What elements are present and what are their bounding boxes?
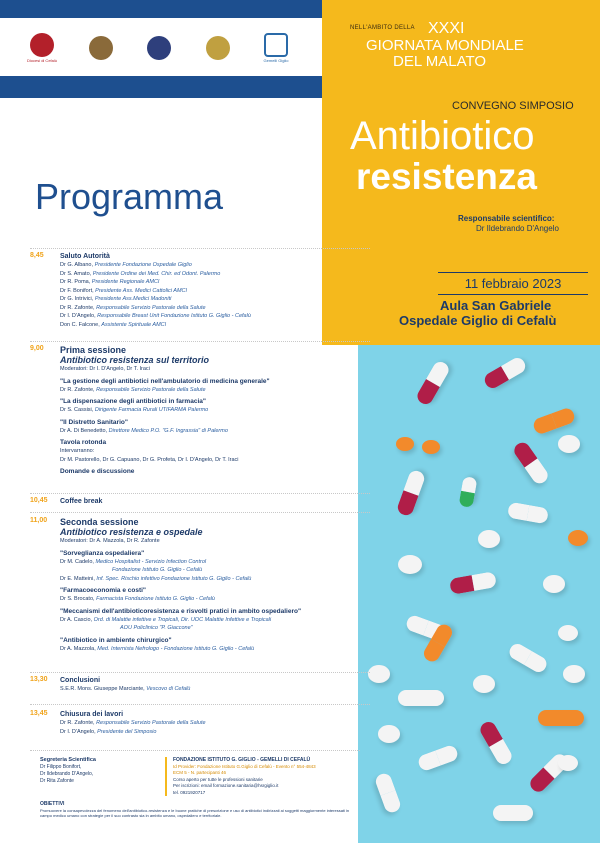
talk-speaker: [60, 616, 370, 625]
speaker-line: [60, 295, 370, 304]
speaker-name: Dr S. Cassisi,: [60, 407, 94, 413]
tablet-shape: [558, 625, 578, 641]
speaker-line: [60, 719, 370, 728]
pills-image: [358, 345, 600, 843]
moderators: Moderatori: Dr I. D'Angelo, Dr T. Iraci: [60, 366, 150, 372]
speaker-role: AOU Policlinico "P. Giaccone": [120, 625, 193, 631]
tablet-shape: [558, 435, 580, 453]
speaker-name: Dr G. Intrivici,: [60, 296, 94, 302]
tablet-shape: [563, 665, 585, 683]
event-date: 11 febbraio 2023: [438, 272, 588, 295]
diocesi-cefalu-logo: [24, 28, 60, 68]
speaker-role: Responsabile Servizio Pastorale della Salute: [96, 386, 206, 393]
speaker-role: Med. Internista Nefrologo - Fondazione Istituto G. Giglio - Cefalù: [97, 645, 255, 652]
speaker-role: Presidente Ass. Medici Cattolici AMCI: [95, 287, 188, 294]
speaker-role: Presidente Fondazione Ospedale Giglio: [94, 262, 192, 268]
time-label: 13,45: [30, 710, 48, 717]
speaker-line: [60, 321, 370, 330]
speaker-name: Dr E. Matteini,: [60, 575, 95, 582]
capsule-shape: [478, 719, 515, 767]
segreteria-name: Dr Rita Zafonte: [40, 778, 74, 784]
capsule-shape: [398, 690, 444, 706]
tablet-shape: [478, 530, 500, 548]
talk-title: "Il Distretto Sanitario": [60, 418, 128, 426]
gemelli-giglio-logo: [258, 28, 294, 68]
session-title: Conclusioni: [60, 677, 101, 684]
speaker-name: Dr R. Zafonte,: [60, 720, 95, 726]
speaker-line: [60, 270, 370, 279]
speaker-role: Medico Hospitalist - Servizio Infection Control: [95, 558, 207, 565]
tablet-shape: [543, 575, 565, 593]
round-people: Dr M. Pastorello, Dr G. Capuano, Dr G. Profeta, Dr I. D'Angelo, Dr T. Iraci: [60, 456, 239, 463]
capsule-shape: [532, 406, 577, 435]
speaker-name: Dr R. Poma,: [60, 279, 91, 285]
speaker-name: Don C. Falcone,: [60, 321, 100, 328]
speaker-name: Dr A. Mazzola,: [60, 645, 96, 652]
session-title: Seconda sessione: [60, 517, 139, 527]
convegno-label: CONVEGNO SIMPOSIO: [452, 100, 574, 112]
tablet-shape: [473, 675, 495, 693]
speaker-line: [60, 278, 370, 287]
session-title: Coffee break: [60, 498, 103, 505]
logo-emblem: [30, 33, 54, 57]
divider: [30, 704, 370, 705]
tablet-shape: [396, 437, 414, 451]
capsule-shape: [482, 355, 528, 391]
time-label: 13,30: [30, 676, 48, 683]
speaker-name: Dr I. D'Angelo,: [60, 313, 96, 319]
session-title: Prima sessione: [60, 345, 127, 355]
logo-caption: Gemelli Giglio: [263, 58, 289, 63]
capsule-shape: [416, 744, 459, 773]
segreteria-block: [40, 757, 96, 785]
logo-row: [24, 24, 294, 72]
speaker-name: Dr R. Zafonte,: [60, 386, 95, 393]
capsule-shape: [507, 641, 550, 675]
moderators: Moderatori: Dr A. Mazzola, Dr R. Zafonte: [60, 538, 160, 544]
saint-statue-logo: [83, 28, 119, 68]
speaker-role: Vescovo di Cefalù: [146, 686, 191, 692]
talk-title: "Sorveglianza ospedaliera": [60, 549, 145, 557]
capsule-shape: [511, 440, 550, 487]
tablet-shape: [568, 530, 588, 546]
speaker-name: Dr S. Amato,: [60, 270, 92, 277]
speaker-role: Presidente del Simposio: [97, 728, 157, 735]
venue-hospital: Ospedale Giglio di Cefalù: [399, 313, 557, 328]
talk-speaker-affiliation: [60, 566, 370, 575]
speaker-line: [60, 304, 370, 313]
speaker-name: Dr R. Zafonte,: [60, 304, 95, 311]
fondazione-block: [165, 757, 355, 796]
phone-line: tel. 0921920717: [173, 789, 206, 795]
speaker-line: [60, 312, 370, 321]
ambito-label: NELL'AMBITO DELLA: [350, 25, 415, 31]
capsule-shape: [493, 805, 533, 821]
tablet-shape: [398, 555, 422, 574]
main-title-line1: Antibiotico: [350, 114, 535, 158]
capsule-shape: [538, 710, 584, 726]
capsule-shape: [415, 359, 452, 407]
tablet-shape: [368, 665, 390, 683]
capsule-shape: [396, 469, 427, 518]
talk-title: "La gestione degli antibiotici nell'ambulatorio di medicina generale": [60, 377, 270, 385]
talk-title: "Farmacoeconomia e costi": [60, 587, 146, 594]
fondazione-seal-logo: [200, 28, 236, 68]
edition-number: XXXI: [428, 20, 465, 37]
speaker-role: Farmacista Fondazione Istituto G. Giglio - Cefalù: [96, 596, 215, 602]
resp-label: Responsabile scientifico:: [458, 214, 555, 223]
segreteria-title: Segreteria Scientifica: [40, 757, 96, 763]
time-label: 10,45: [30, 497, 48, 504]
divider: [30, 672, 370, 673]
capsule-shape: [374, 771, 403, 814]
speaker-role: Ord. di Malattie infettive e Tropicali, Dir. UOC Malattie Infettive e Tropicali: [93, 616, 272, 623]
speaker-role: Direttore Medico P.O. "G.F. Ingrassia" di Palermo: [108, 427, 228, 434]
logo-emblem: [89, 36, 113, 60]
logo-emblem: [206, 36, 230, 60]
capsule-shape: [459, 476, 478, 508]
giornata-line2: DEL MALATO: [393, 52, 487, 70]
capsule-shape: [507, 502, 549, 525]
programma-title: Programma: [35, 176, 224, 217]
tablet-shape: [378, 725, 400, 743]
session-title: Chiusura dei lavori: [60, 711, 124, 718]
ecm-line: ECM 5 - N. partecipanti 46: [173, 770, 227, 775]
logo-emblem: [147, 36, 171, 60]
time-label: 11,00: [30, 517, 48, 524]
speaker-role: Presidente Regionale AMCI: [91, 279, 160, 285]
speaker-name: Dr M. Cadelo,: [60, 558, 94, 565]
speaker-name: S.E.R. Mons. Giuseppe Marciante,: [60, 686, 145, 692]
segreteria-name: Dr Filippo Bonifort,: [40, 764, 82, 770]
speaker-role: Presidente Ass.Medici Madoniti: [94, 296, 172, 302]
email-line[interactable]: Per iscrizioni: email formazione.sanitaria@hsrgiglio.it: [173, 783, 279, 788]
speaker-line: [60, 685, 370, 694]
segreteria-name: Dr Ildebrando D'Angelo,: [40, 771, 94, 777]
resp-name: Dr Ildebrando D'Angelo: [476, 224, 559, 233]
speaker-role: Presidente Ordine dei Med. Chir. ed Odont. Palermo: [92, 270, 221, 277]
obiettivi-text: Promuovere la consapevolezza del fenomeno dell'antibiotico-resistenza e le buone pratiche di prescrizione e uso di antibiotici indirizzati ai soggetti maggiormente interessati in campo medico umano con strategie per il suo contrasto sia in ambito umano, ospedaliero e territoriale.: [40, 807, 350, 818]
speaker-name: Dr I. D'Angelo,: [60, 728, 96, 735]
speaker-name: Dr A. Cascio,: [60, 616, 93, 623]
speaker-line: [60, 287, 370, 296]
fondazione-title: FONDAZIONE ISTITUTO G. GIGLIO - GEMELLI DI CEFALÙ: [173, 757, 311, 763]
speaker-role: Responsabile Breast Unit Fondazione Istituto G. Giglio - Cefalù: [97, 313, 251, 319]
obiettivi-title: OBIETTIVI: [40, 801, 65, 807]
round-label: Intervarranno:: [60, 448, 95, 454]
talk-speaker: [60, 645, 370, 654]
talk-speaker: [60, 406, 370, 415]
talk-title: "La dispensazione degli antibiotici in farmacia": [60, 398, 206, 405]
speaker-role: Responsabile Servizio Pastorale della Salute: [96, 304, 206, 311]
speaker-role: Inf. Spec. Rischio infettivo Fondazione Istituto G. Giglio - Cefalù: [96, 575, 252, 582]
amci-seal-logo: [141, 28, 177, 68]
talk-speaker: [60, 595, 370, 604]
main-title-line2: resistenza: [356, 156, 537, 197]
course-line: Corso aperto per tutte le professioni sanitarie: [173, 776, 263, 782]
session-subtitle: Antibiotico resistenza sul territorio: [60, 355, 210, 365]
venue-room: Aula San Gabriele: [440, 298, 552, 313]
obiettivi-block: [40, 802, 360, 819]
speaker-name: Dr G. Albano,: [60, 262, 94, 268]
speaker-line: [60, 261, 370, 270]
divider: [30, 493, 370, 494]
talk-speaker: [60, 575, 370, 584]
speaker-role: Fondazione Istituto G. Giglio - Cefalù: [112, 567, 203, 573]
talk-title: "Antibiotico in ambiente chirurgico": [60, 636, 172, 644]
tablet-shape: [558, 755, 578, 771]
session-subtitle: Antibiotico resistenza e ospedale: [60, 527, 203, 537]
talk-speaker-affiliation: [60, 624, 370, 633]
divider: [30, 248, 370, 249]
giornata-line1: GIORNATA MONDIALE: [366, 37, 524, 54]
logo-emblem: [264, 33, 288, 57]
discussion: Domande e discussione: [60, 468, 135, 475]
speaker-role: Responsabile Servizio Pastorale della Salute: [96, 720, 206, 726]
provider-line: Id Provider: Fondazione Istituto G.Giglio di Cefalù - Evento n° 554-4843: [173, 763, 316, 769]
divider: [30, 750, 360, 751]
talk-speaker: [60, 558, 370, 567]
giornata-title: [366, 38, 576, 70]
tablet-shape: [422, 440, 440, 454]
speaker-name: Dr A. Di Benedetto,: [60, 427, 108, 434]
divider: [30, 341, 370, 342]
speaker-role: Dirigente Farmacia Rurali UTIFARMA Palermo: [94, 407, 209, 413]
round-title: Tavola rotonda: [60, 439, 107, 446]
speaker-line: [60, 728, 370, 737]
logo-caption: Diocesi di Cefalù: [26, 58, 57, 63]
time-label: 8,45: [30, 252, 44, 259]
session-title: Saluto Autorità: [60, 253, 110, 260]
talk-title: "Meccanismi dell'antibioticoresistenza e risvolti pratici in ambito ospedaliero": [60, 607, 302, 615]
speaker-name: Dr F. Bonifort,: [60, 287, 94, 294]
talk-speaker: [60, 386, 370, 395]
divider: [30, 512, 370, 513]
speaker-role: Assistente Spirituale AMCI: [101, 321, 167, 328]
capsule-shape: [449, 571, 497, 595]
speaker-name: Dr S. Brocato,: [60, 596, 95, 602]
time-label: 9,00: [30, 345, 44, 352]
talk-speaker: [60, 427, 370, 436]
